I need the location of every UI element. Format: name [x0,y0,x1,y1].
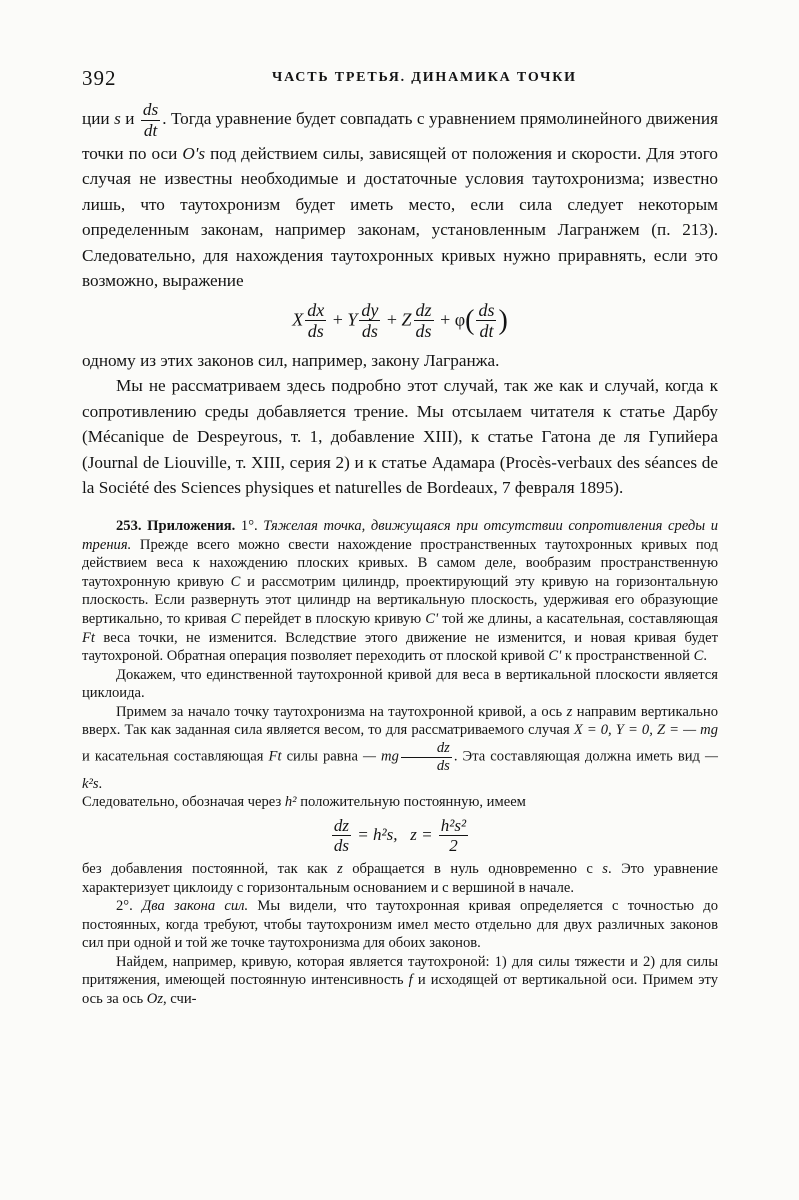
formula-expression: X $\frac{dx}{ds}$ + Y $\frac{dy}{ds}$ + Z $\frac{dz}{ds}$ + φ( $\frac{ds}{dt}$ ) [292,299,508,342]
paragraph-origin-cont: Следовательно, обозначая через h² положительную постоянную, имеем [82,794,526,811]
paragraph-origin: Примем за начало точку таутохронизма на таутохронной кривой, а ось z направим вертикально вверх. Так как заданная сила является весом, то для рассматриваемого случая X = 0, Y = 0, Z = — mg и касательная составляющая Ft силы равна — mg $\frac{dz}{ds}$ . Эта составляющая должна иметь вид — k²s. [82,703,719,792]
formula-cycloid: $\frac{dz}{ds}$ = h²s, z = $\frac{\text{h²s²}}{2}$ [333,815,467,856]
page-header [82,66,717,92]
section-253-paragraph: 253. Приложения. 1°. Тяжелая точка, движущаяся при отсутствии сопротивления среды и трения. Прежде всего можно свести нахождение пространственных таутохронных кривых под действием веса к нахождению плоских кривых. В самом деле, вообразим пространственную таутохронную кривую C и рассмотрим цилиндр, проектирующий эту кривую на горизонтальную плоскость. Если развернуть этот цилиндр на вертикальную плоскость, удерживая его образующие вертикально, то кривая C перейдет в плоскую кривую C' той же длины, а касательная, составляющая Ft веса точки, не изменится. Вследствие этого движение не изменится, и новая кривая будет таутохроной. Обратная операция позволяет переходить от плоской кривой C' к пространственной C. [82,517,718,665]
fraction-ds-dt: $\frac{ds}{dt}$ [142,100,159,140]
running-head: ЧАСТЬ ТРЕТЬЯ. ДИНАМИКА ТОЧКИ [272,70,577,85]
page-body [82,100,718,1009]
paragraph-references: Мы не рассматриваем здесь подробно этот случай, так же как и случай, когда к сопротивлению среды добавляется трение. Мы отсылаем читателя к статье Дарбу (Mécanique de Despeyrous, т. 1, добавление XIII), к статье Гатона де ля Гупийера (Journal de Liouville, т. XIII, серия 2) и к статье Адамара (Procès-verbaux des séances de la Société des Sciences physiques et naturelles de Bordeaux, 7 февраля 1895). [82,376,718,498]
paragraph-two-laws: 2°. Два закона сил. Мы видели, что таутохронная кривая определяется с точностью до постоянных, когда требуют, чтобы таутохронизм имел место отдельно для двух различных законов сил при одной и той же точке таутохронизма для обоих законов. [82,898,718,952]
section-title: 253. Приложения. [116,517,236,534]
paragraph-continuation: ции s и $\frac{ds}{dt}$ . Тогда уравнение будет совпадать с уравнением прямолинейного движения точки по оси O's под действием силы, зависящей от положения и скорости. Для этого случая не известны необходимые и достаточные условия таутохронизма; известно лишь, что таутохронизм будет иметь место, если сила следует некоторым определенным законам, например законам, установленным Лагранжем (п. 213). Следовательно, для нахождения таутохронных кривых нужно приравнять, если это возможно, выражение [82,100,718,291]
paragraph-no-constant: без добавления постоянной, так как z обращается в нуль одновременно с s. Это уравнение характеризует циклоиду с горизонтальным основанием и с вершиной в начале. [82,860,718,896]
paragraph-find-curve: Найдем, например, кривую, которая является таутохроной: 1) для силы тяжести и 2) для силы притяжения, имеющей постоянную интенсивность f и исходящей от вертикальной оси. Примем эту ось за ось Oz, счи- [82,953,718,1008]
paragraph-cycloid: Докажем, что единственной таутохронной кривой для веса в вертикальной плоскости является циклоида. [82,666,718,702]
small-type-block [82,517,718,1009]
paragraph-lagrange: одному из этих законов сил, например, закону Лагранжа. [82,350,500,370]
page-number: 392 [82,66,117,90]
large-type-block [82,100,718,501]
